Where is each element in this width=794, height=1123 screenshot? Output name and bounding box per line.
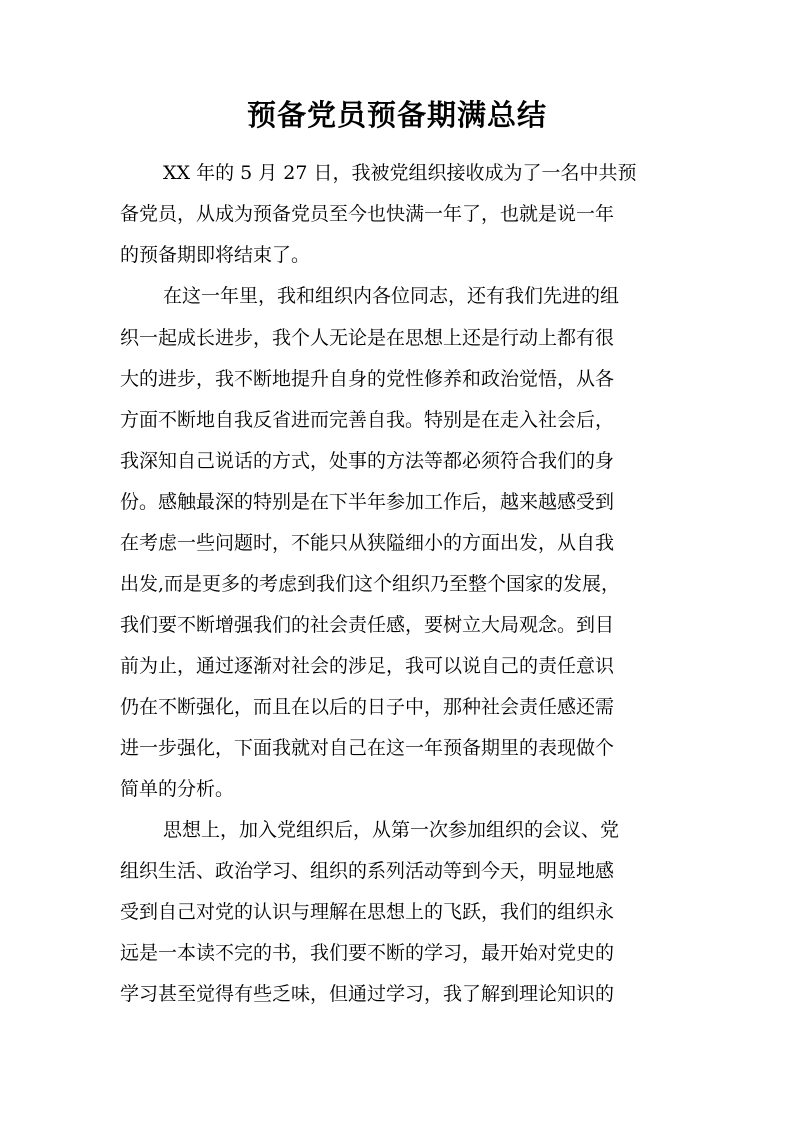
- paragraph-2-line-7: 在考虑一些问题时，不能只从狭隘细小的方面出发，从自我: [120, 532, 615, 554]
- paragraph-2-line-1: 在这一年里，我和组织内各位同志，还有我们先进的组: [163, 285, 620, 307]
- paragraph-1-line-2: 备党员，从成为预备党员至今也快满一年了，也就是说一年: [120, 203, 615, 225]
- paragraph-3-line-1: 思想上，加入党组织后，从第一次参加组织的会议、党: [163, 819, 620, 841]
- paragraph-2-line-13: 简单的分析。: [120, 778, 235, 800]
- paragraph-2-line-12: 进一步强化，下面我就对自己在这一年预备期里的表现做个: [120, 737, 615, 759]
- document-title: 预备党员预备期满总结: [246, 98, 547, 132]
- paragraph-1-line-1: XX 年的 5 月 27 日，我被党组织接收成为了一名中共预: [163, 162, 637, 184]
- paragraph-3-line-4: 远是一本读不完的书，我们要不断的学习，最开始对党史的: [120, 942, 615, 964]
- paragraph-3-line-3: 受到自己对党的认识与理解在思想上的飞跃，我们的组织永: [120, 901, 615, 923]
- paragraph-2-line-5: 我深知自己说话的方式，处事的方法等都必须符合我们的身: [120, 450, 615, 472]
- paragraph-2-line-3: 大的进步，我不断地提升自身的党性修养和政治觉悟，从各: [120, 368, 615, 390]
- paragraph-2-line-2: 织一起成长进步，我个人无论是在思想上还是行动上都有很: [120, 327, 615, 349]
- paragraph-2-line-10: 前为止，通过逐渐对社会的涉足，我可以说自己的责任意识: [120, 655, 615, 677]
- paragraph-1-line-3: 的预备期即将结束了。: [120, 244, 311, 266]
- paragraph-2-line-8: 出发,而是更多的考虑到我们这个组织乃至整个国家的发展，: [120, 573, 621, 595]
- paragraph-2-line-11: 仍在不断强化，而且在以后的日子中，那种社会责任感还需: [120, 696, 615, 718]
- paragraph-3-line-2: 组织生活、政治学习、组织的系列活动等到今天，明显地感: [120, 860, 615, 882]
- paragraph-3-line-5: 学习甚至觉得有些乏味，但通过学习，我了解到理论知识的: [120, 983, 615, 1005]
- paragraph-2-line-4: 方面不断地自我反省进而完善自我。特别是在走入社会后，: [120, 409, 615, 431]
- paragraph-2-line-9: 我们要不断增强我们的社会责任感，要树立大局观念。到目: [120, 614, 615, 636]
- paragraph-2-line-6: 份。感触最深的特别是在下半年参加工作后，越来越感受到: [120, 491, 615, 513]
